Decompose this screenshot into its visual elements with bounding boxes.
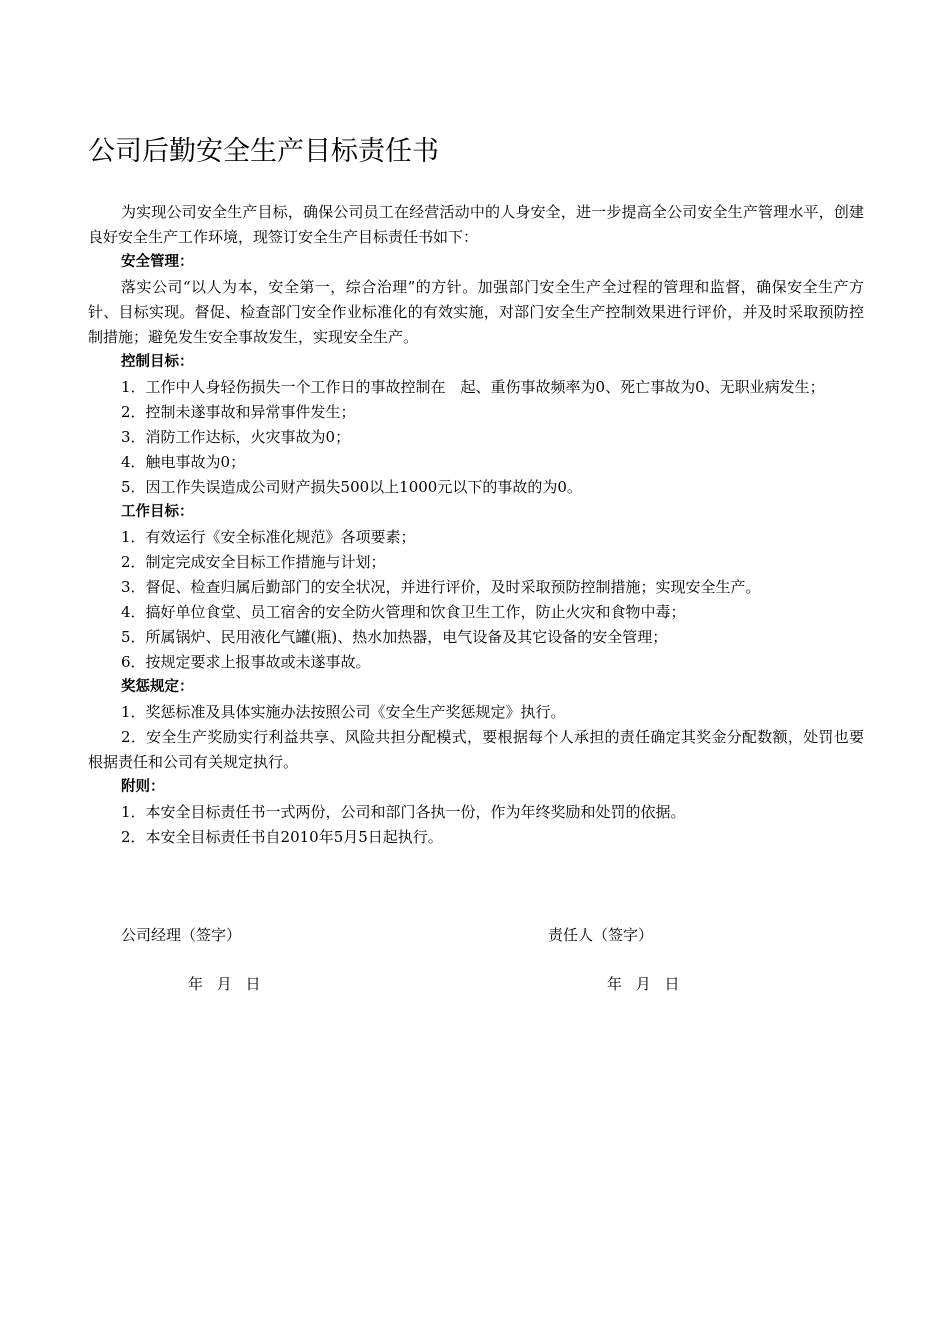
reward-item: 2．安全生产奖励实行利益共享、风险共担分配模式，要根据每个人承担的责任确定其奖金分配数额，处罚也要根据责任和公司有关规定执行。: [88, 728, 864, 771]
work-target-item: 5．所属锅炉、民用液化气罐(瓶)、热水加热器，电气设备及其它设备的安全管理；: [121, 628, 668, 646]
control-target-item: 5．因工作失误造成公司财产损失500以上1000元以下的事故的为0。: [121, 478, 582, 496]
safety-management-text: 落实公司“以人为本，安全第一，综合治理”的方针。加强部门安全生产全过程的管理和监督，确保安全生产方针、目标实现。督促、检查部门安全作业标准化的有效实施，对部门安全生产控制效果进行评价，并及时采取预防控制措施；避免发生安全事故发生，实现安全生产。: [88, 278, 864, 346]
manager-signature-date: 年 月 日: [188, 975, 261, 993]
work-target-item: 2．制定完成安全目标工作措施与计划；: [121, 553, 386, 571]
document-body: [88, 200, 864, 850]
supplementary-item: 2．本安全目标责任书自2010年5月5日起执行。: [121, 828, 443, 846]
work-targets-heading: 工作目标：: [121, 504, 194, 520]
supplementary-heading: 附则：: [121, 779, 165, 795]
supplementary-item: 1．本安全目标责任书一式两份，公司和部门各执一份，作为年终奖励和处罚的依据。: [121, 803, 686, 821]
reward-item: 1．奖惩标准及具体实施办法按照公司《安全生产奖惩规定》执行。: [121, 703, 566, 721]
responsible-signature-date: 年 月 日: [607, 975, 680, 993]
rewards-heading: 奖惩规定：: [121, 679, 194, 695]
intro-paragraph: 为实现公司安全生产目标，确保公司员工在经营活动中的人身安全，进一步提高全公司安全生产管理水平，创建良好安全生产工作环境，现签订安全生产目标责任书如下：: [88, 203, 864, 246]
manager-signature-label: 公司经理（签字）: [121, 926, 242, 944]
work-target-item: 3．督促、检查归属后勤部门的安全状况，并进行评价，及时采取预防控制措施；实现安全生产。: [121, 578, 761, 596]
control-targets-heading: 控制目标：: [121, 354, 194, 370]
work-target-item: 6．按规定要求上报事故或未遂事故。: [121, 653, 371, 671]
work-target-item: 4．搞好单位食堂、员工宿舍的安全防火管理和饮食卫生工作，防止火灾和食物中毒；: [121, 603, 686, 621]
control-target-item: 1．工作中人身轻伤损失一个工作日的事故控制在 起、重伤事故频率为0、死亡事故为0、无职业病发生；: [121, 378, 825, 396]
document-title: 公司后勤安全生产目标责任书: [88, 136, 439, 167]
work-target-item: 1．有效运行《安全标准化规范》各项要素；: [121, 528, 416, 546]
control-target-item: 4．触电事故为0；: [121, 453, 246, 471]
control-target-item: 3．消防工作达标，火灾事故为0；: [121, 428, 351, 446]
responsible-signature-label: 责任人（签字）: [548, 926, 654, 944]
safety-management-heading: 安全管理：: [121, 254, 194, 270]
control-target-item: 2．控制未遂事故和异常事件发生；: [121, 403, 356, 421]
